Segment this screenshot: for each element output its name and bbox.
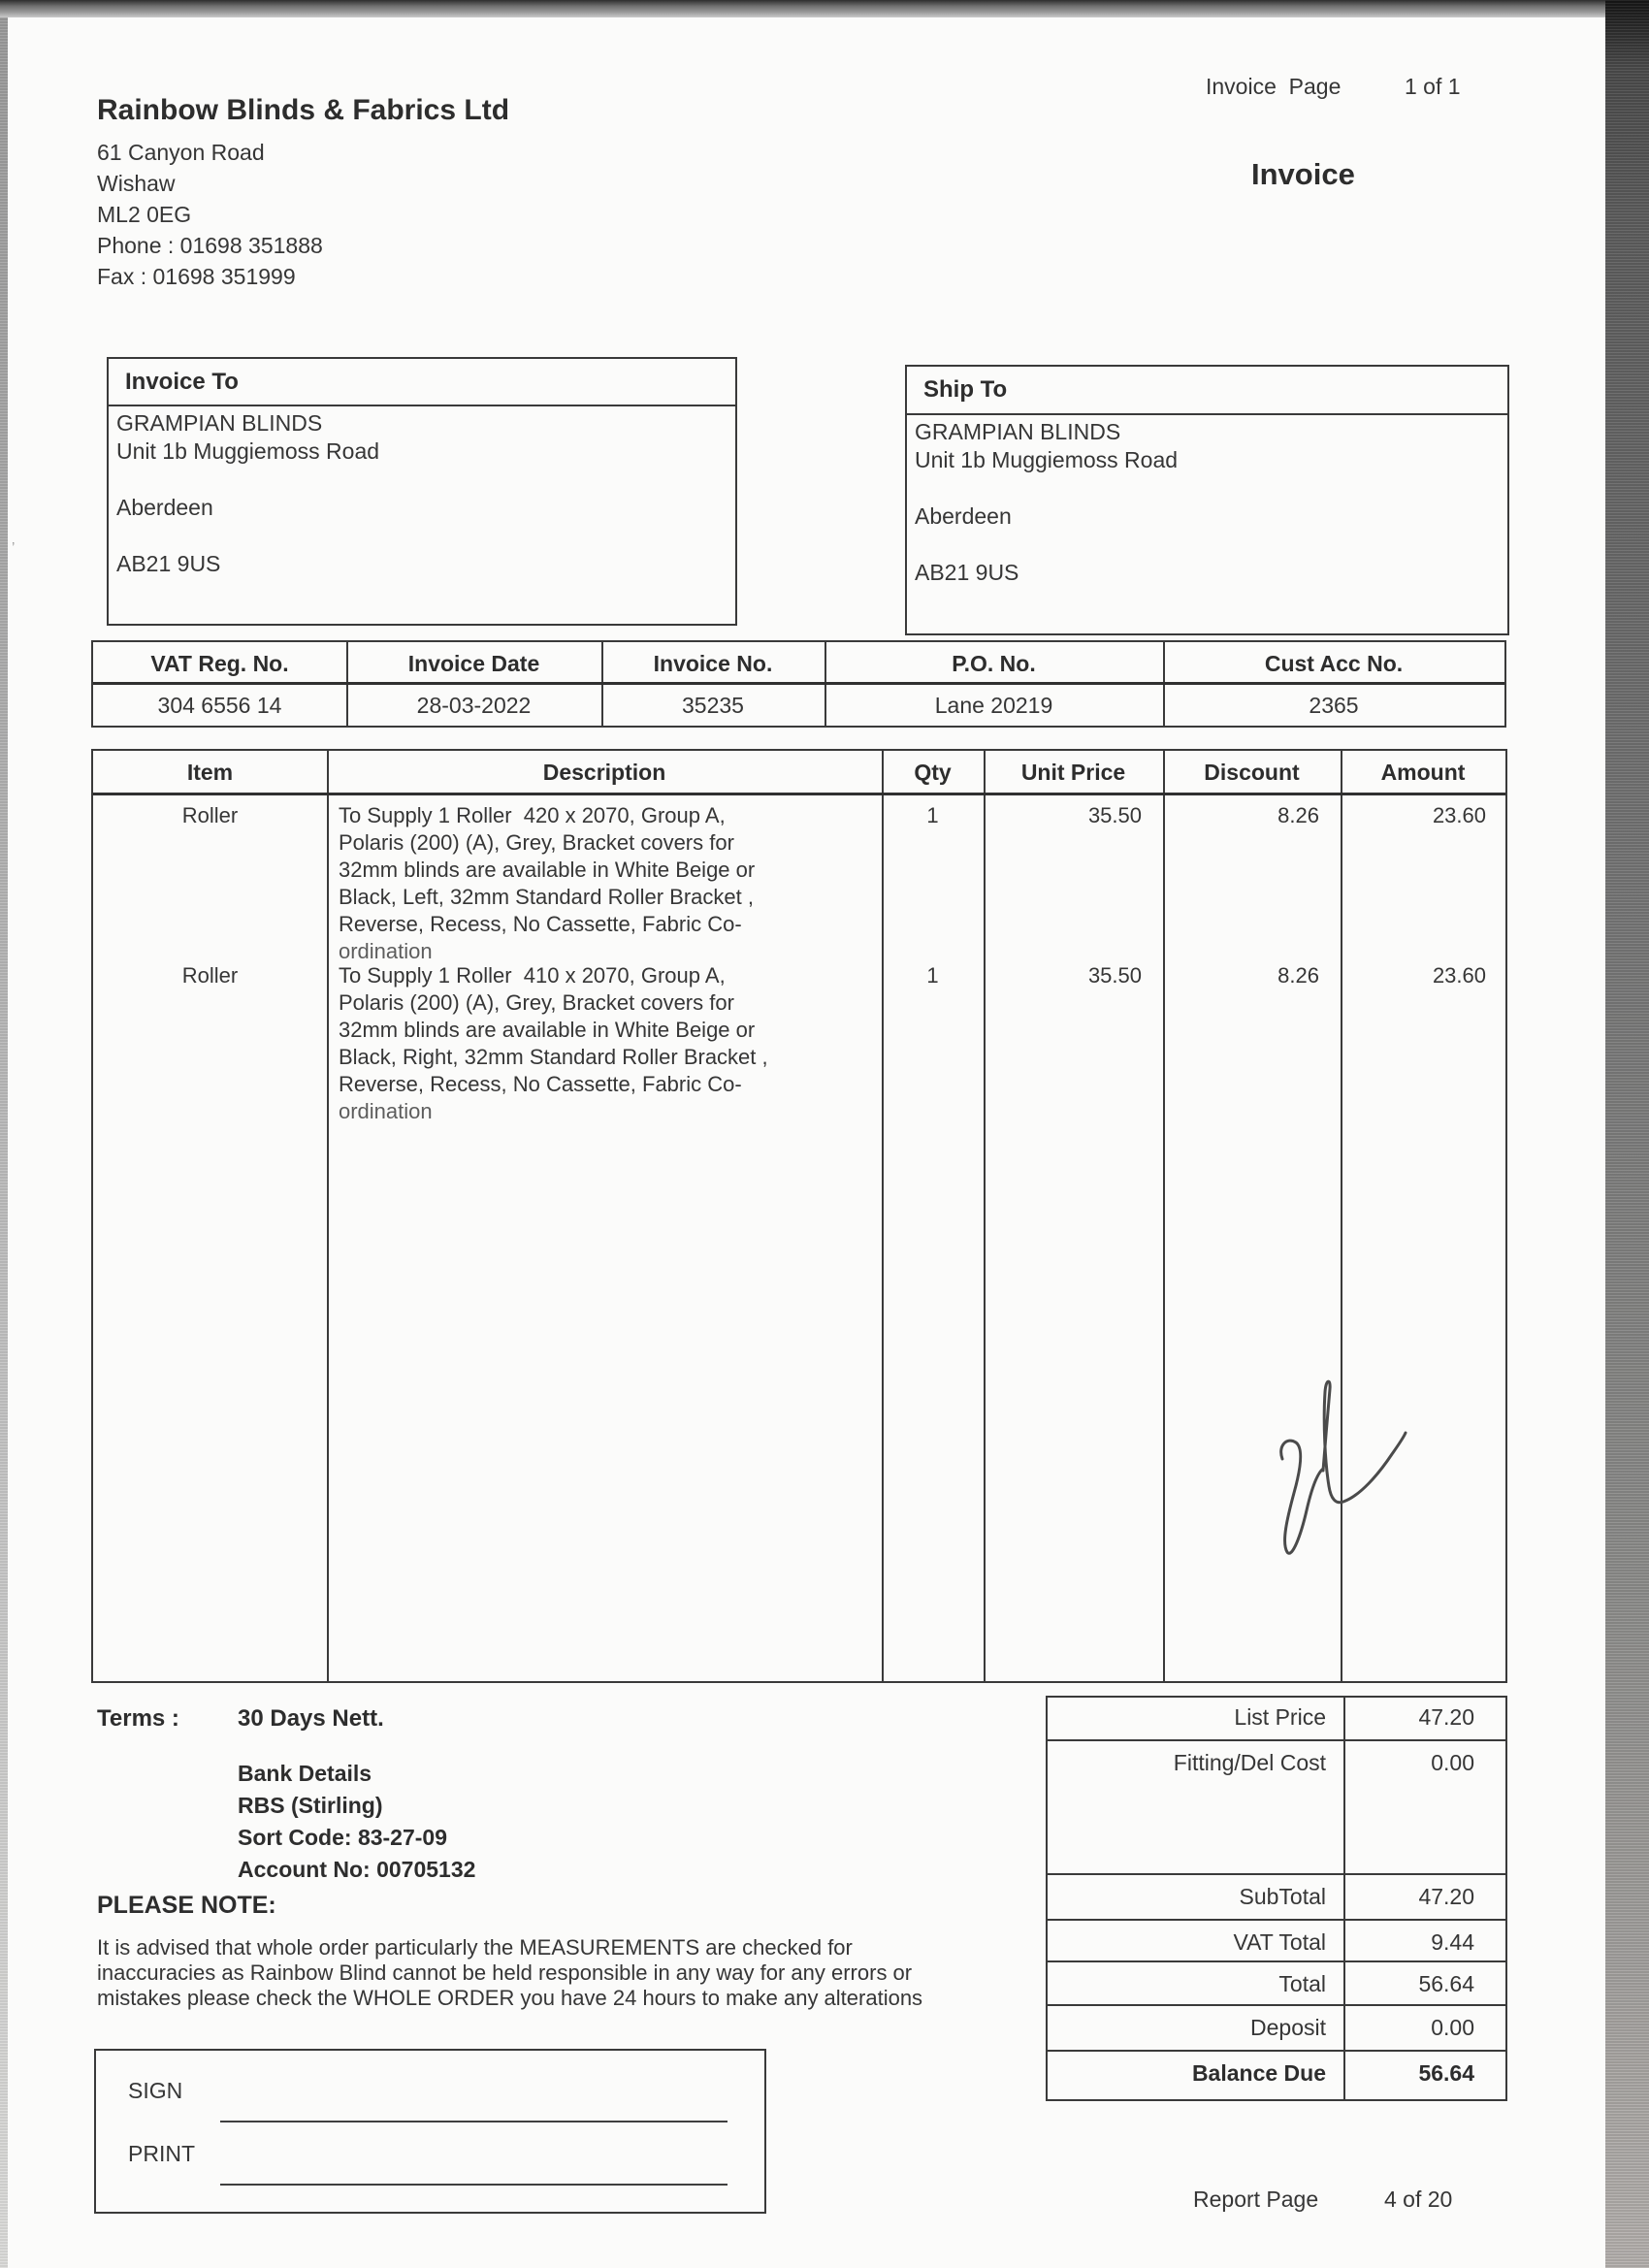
address-line: Aberdeen	[116, 495, 213, 520]
description-line: To Supply 1 Roller 410 x 2070, Group A,	[339, 963, 726, 988]
items-header-divider	[93, 793, 1505, 795]
invoice-title: Invoice	[1251, 157, 1355, 191]
note-line: inaccuracies as Rainbow Blind cannot be held responsible in any way for any errors or	[97, 1960, 913, 1985]
totals-row	[1048, 1923, 1505, 1962]
invoice-page-value: 1 of 1	[1405, 74, 1461, 99]
item-cell: Roller	[181, 803, 239, 827]
meta-value-cust-acc: 2365	[1309, 693, 1359, 718]
meta-header-invoice-date: Invoice Date	[407, 651, 540, 676]
qty-cell: 1	[926, 963, 939, 988]
items-col-divider	[1163, 751, 1165, 1681]
meta-value-po-no: Lane 20219	[934, 693, 1053, 718]
address-line: GRAMPIAN BLINDS	[915, 419, 1121, 444]
note-line: It is advised that whole order particularly the MEASUREMENTS are checked for	[97, 1935, 853, 1960]
invoice-to-divider	[109, 405, 735, 406]
ship-to-box	[905, 365, 1509, 635]
items-col-divider	[984, 751, 986, 1681]
totals-value: 0.00	[1431, 2015, 1474, 2040]
company-address-line: 61 Canyon Road	[97, 140, 265, 165]
totals-row	[1048, 1964, 1505, 2006]
totals-box	[1046, 1696, 1507, 2101]
invoice-page-label: Invoice Page	[1206, 74, 1342, 99]
company-address-line: Wishaw	[97, 171, 176, 196]
amount-cell: 23.60	[1432, 963, 1486, 988]
description-line: 32mm blinds are available in White Beige or	[339, 1018, 756, 1042]
items-header-qty: Qty	[914, 760, 952, 785]
terms-value: 30 Days Nett.	[238, 1705, 384, 1732]
address-line	[116, 467, 379, 495]
amount-cell: 23.60	[1432, 803, 1486, 827]
address-line: Aberdeen	[915, 503, 1012, 529]
totals-label: List Price	[1234, 1704, 1326, 1730]
items-header-item: Item	[186, 760, 234, 785]
description-line: Black, Right, 32mm Standard Roller Bracket ,	[339, 1045, 768, 1069]
totals-row	[1048, 1877, 1505, 1921]
unit-price-cell: 35.50	[1087, 963, 1142, 988]
totals-label: Fitting/Del Cost	[1173, 1750, 1326, 1775]
totals-value: 47.20	[1418, 1704, 1474, 1730]
description-clipped-line: ordination	[339, 1099, 433, 1123]
bank-details-line: Sort Code: 83-27-09	[238, 1825, 448, 1850]
address-line	[915, 475, 1178, 503]
items-header-amount: Amount	[1380, 760, 1466, 785]
totals-label: Deposit	[1250, 2015, 1326, 2040]
meta-header-vat-reg: VAT Reg. No.	[150, 651, 289, 676]
meta-value-invoice-date: 28-03-2022	[416, 693, 532, 718]
invoice-to-label: Invoice To	[125, 369, 239, 395]
items-col-divider	[882, 751, 884, 1681]
description-cell	[339, 803, 870, 963]
description-line: Reverse, Recess, No Cassette, Fabric Co-	[339, 1072, 742, 1096]
ship-to-divider	[907, 413, 1507, 415]
meta-value-vat-reg: 304 6556 14	[157, 693, 282, 718]
description-line: Polaris (200) (A), Grey, Bracket covers for	[339, 830, 734, 855]
address-line: Unit 1b Muggiemoss Road	[915, 447, 1179, 472]
totals-row	[1048, 1698, 1505, 1741]
description-line: Polaris (200) (A), Grey, Bracket covers for	[339, 990, 734, 1015]
invoice-to-address	[116, 410, 379, 579]
meta-header-po-no: P.O. No.	[952, 651, 1036, 676]
totals-value: 0.00	[1431, 1750, 1474, 1775]
terms-label: Terms :	[97, 1705, 179, 1732]
bank-details-title: Bank Details	[238, 1761, 372, 1786]
totals-label: Total	[1278, 1971, 1326, 1996]
unit-price-cell: 35.50	[1087, 803, 1142, 827]
discount-cell: 8.26	[1277, 963, 1319, 988]
totals-value: 47.20	[1418, 1884, 1474, 1909]
meta-value-invoice-no: 35235	[682, 693, 744, 718]
totals-value: 56.64	[1418, 2060, 1474, 2086]
totals-label: Balance Due	[1191, 2060, 1326, 2086]
company-name: Rainbow Blinds & Fabrics Ltd	[97, 94, 510, 126]
totals-row	[1048, 1743, 1505, 1875]
invoice-meta-table	[91, 640, 1506, 728]
ship-to-label: Ship To	[923, 376, 1008, 403]
description-line: To Supply 1 Roller 420 x 2070, Group A,	[339, 803, 726, 827]
items-header-unit-price: Unit Price	[1020, 760, 1126, 785]
meta-header-invoice-no: Invoice No.	[653, 651, 773, 676]
please-note-title: PLEASE NOTE:	[97, 1892, 276, 1919]
totals-label: SubTotal	[1239, 1884, 1326, 1909]
description-clipped-line: ordination	[339, 939, 433, 963]
address-line: AB21 9US	[116, 551, 221, 576]
discount-cell: 8.26	[1277, 803, 1319, 827]
address-line: GRAMPIAN BLINDS	[116, 410, 323, 436]
company-address-line: ML2 0EG	[97, 202, 192, 227]
note-line: mistakes please check the WHOLE ORDER you have 24 hours to make any alterations	[97, 1986, 923, 2010]
description-line: Reverse, Recess, No Cassette, Fabric Co-	[339, 912, 742, 936]
description-line: Black, Left, 32mm Standard Roller Bracket ,	[339, 885, 754, 909]
report-page-value: 4 of 20	[1384, 2187, 1453, 2212]
bank-details-line: Account No: 00705132	[238, 1857, 476, 1882]
totals-label: VAT Total	[1233, 1929, 1326, 1955]
meta-header-divider	[93, 682, 1504, 685]
totals-value: 9.44	[1431, 1929, 1474, 1955]
scan-edge-left	[0, 17, 8, 2268]
qty-cell: 1	[926, 803, 939, 827]
print-label: PRINT	[128, 2141, 195, 2166]
address-line: AB21 9US	[915, 560, 1019, 585]
scan-speck: ’	[12, 539, 16, 556]
ship-to-address	[915, 419, 1178, 588]
address-line	[915, 532, 1178, 560]
totals-row-balance-due	[1048, 2054, 1505, 2095]
meta-header-cust-acc: Cust Acc No.	[1264, 651, 1404, 676]
scan-edge-top	[0, 0, 1649, 17]
description-cell	[339, 963, 870, 1123]
company-address-line: Phone : 01698 351888	[97, 233, 323, 258]
please-note-body	[97, 1935, 922, 2011]
totals-value: 56.64	[1418, 1971, 1474, 1996]
bank-details-line: RBS (Stirling)	[238, 1793, 383, 1818]
handwritten-signature-icon	[1261, 1366, 1416, 1560]
totals-row	[1048, 2008, 1505, 2052]
sign-print-box	[94, 2049, 766, 2214]
sign-line	[220, 2121, 728, 2122]
item-cell: Roller	[181, 963, 239, 988]
scan-edge-right	[1605, 0, 1649, 2268]
items-header-description: Description	[542, 760, 666, 785]
print-line	[220, 2184, 728, 2186]
company-address-line: Fax : 01698 351999	[97, 264, 296, 289]
items-col-divider	[327, 751, 329, 1681]
report-page-label: Report Page	[1193, 2187, 1319, 2212]
description-line: 32mm blinds are available in White Beige or	[339, 858, 756, 882]
address-line: Unit 1b Muggiemoss Road	[116, 438, 380, 464]
items-header-discount: Discount	[1204, 760, 1300, 785]
invoice-to-box	[107, 357, 737, 626]
address-line	[116, 523, 379, 551]
sign-label: SIGN	[128, 2078, 183, 2103]
